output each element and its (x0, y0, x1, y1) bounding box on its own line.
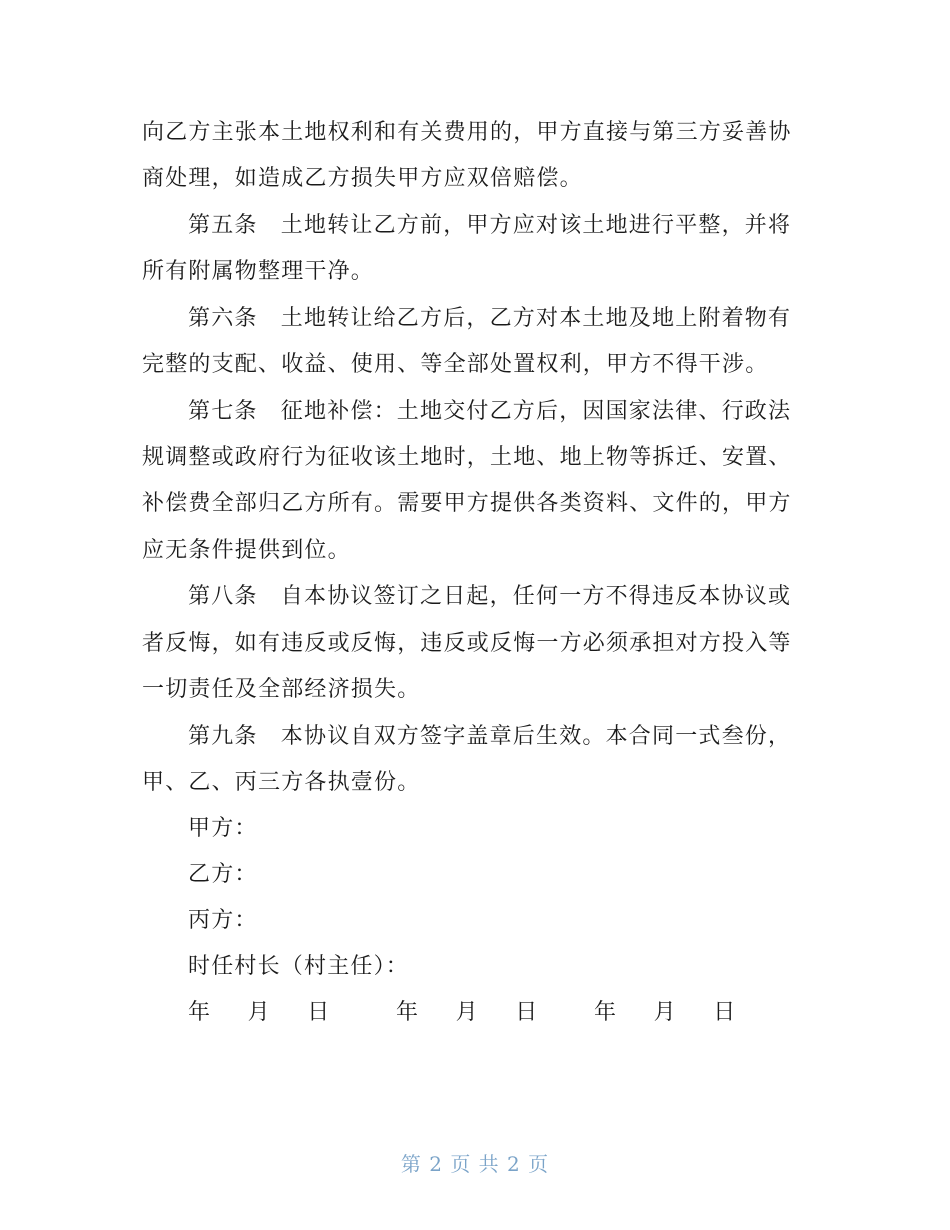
article-7-line: 第七条 征地补偿：土地交付乙方后，因国家法律、行政法 (188, 399, 792, 424)
paragraph-line: 者反悔，如有违反或反悔，违反或反悔一方必须承担对方投入等 (142, 631, 792, 656)
date-month: 月 (455, 1000, 479, 1025)
date-month: 月 (247, 1000, 271, 1025)
party-c-label: 丙方： (188, 908, 258, 933)
date-year: 年 (594, 1000, 618, 1025)
paragraph-line: 一切责任及全部经济损失。 (142, 677, 421, 702)
paragraph-line: 补偿费全部归乙方所有。需要甲方提供各类资料、文件的，甲方 (142, 491, 792, 516)
date-month: 月 (653, 1000, 677, 1025)
paragraph-line: 商处理，如造成乙方损失甲方应双倍赔偿。 (142, 166, 583, 191)
party-b-label: 乙方： (188, 862, 258, 887)
paragraph-line: 应无条件提供到位。 (142, 538, 351, 563)
paragraph-line: 规调整或政府行为征收该土地时，土地、地上物等拆迁、安置、 (142, 445, 792, 470)
paragraph-line: 甲、乙、丙三方各执壹份。 (142, 770, 421, 795)
date-block-3 (594, 998, 736, 1028)
date-day: 日 (713, 1000, 737, 1025)
article-5-line: 第五条 土地转让乙方前，甲方应对该土地进行平整，并将 (188, 213, 792, 238)
article-6-line: 第六条 土地转让给乙方后，乙方对本土地及地上附着物有 (188, 306, 792, 331)
article-8-line: 第八条 自本协议签订之日起，任何一方不得违反本协议或 (188, 584, 792, 609)
paragraph-line: 完整的支配、收益、使用、等全部处置权利，甲方不得干涉。 (142, 352, 769, 377)
party-a-label: 甲方： (188, 816, 258, 841)
village-head-label: 时任村长（村主任）： (188, 954, 410, 979)
paragraph-line: 所有附属物整理干净。 (142, 259, 375, 284)
date-year: 年 (188, 1000, 212, 1025)
date-block-2 (396, 998, 538, 1028)
paragraph-line: 向乙方主张本土地权利和有关费用的，甲方直接与第三方妥善协 (142, 120, 792, 145)
date-block-1 (188, 998, 330, 1028)
date-day: 日 (515, 1000, 539, 1025)
page-footer: 第 2 页 共 2 页 (400, 1152, 550, 1176)
article-9-line: 第九条 本协议自双方签字盖章后生效。本合同一式叁份， (188, 724, 792, 749)
date-year: 年 (396, 1000, 420, 1025)
date-day: 日 (307, 1000, 331, 1025)
